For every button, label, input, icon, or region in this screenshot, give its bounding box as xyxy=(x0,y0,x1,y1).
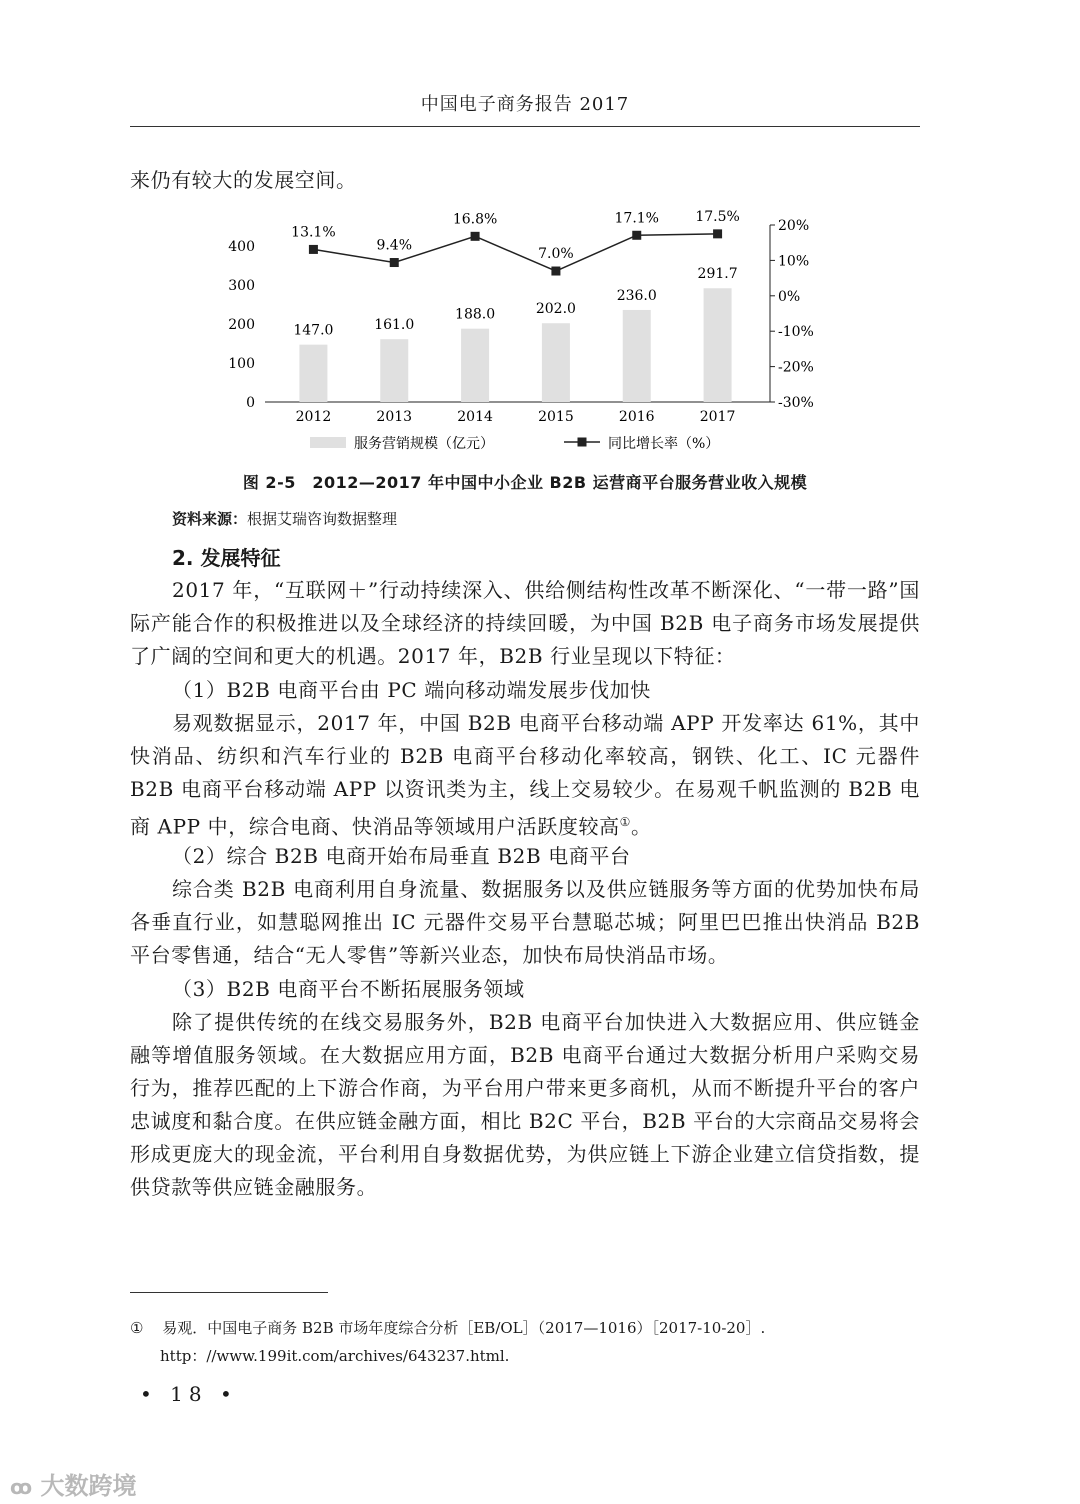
growth-point xyxy=(551,267,560,276)
x-tick-label: 2012 xyxy=(295,409,332,425)
growth-value-label: 9.4% xyxy=(376,237,413,254)
bar xyxy=(704,288,732,402)
growth-value-label: 17.5% xyxy=(695,208,740,225)
bar xyxy=(461,329,489,402)
growth-point xyxy=(632,231,641,240)
footnote-url[interactable]: http：//www.199it.com/archives/643237.html. xyxy=(160,1347,510,1365)
left-tick-label: 400 xyxy=(228,239,255,255)
growth-value-label: 7.0% xyxy=(538,246,574,263)
page-number: • 18 • xyxy=(140,1382,238,1406)
footnote-marker: ① xyxy=(130,1319,144,1337)
legend-bar-swatch xyxy=(310,437,346,448)
left-tick-label: 200 xyxy=(228,317,255,333)
growth-line xyxy=(313,234,717,271)
bar xyxy=(380,339,408,402)
right-tick-label: 10% xyxy=(778,253,810,270)
footnote xyxy=(130,1314,920,1342)
subheading-3: （3）B2B 电商平台不断拓展服务领域 xyxy=(172,977,525,1001)
left-tick-label: 100 xyxy=(228,356,255,372)
legend-line-marker xyxy=(578,438,587,447)
bar xyxy=(299,345,327,402)
figure-caption: 图 2-5 2012—2017 年中国中小企业 B2B 运营商平台服务营业收入规模 xyxy=(242,473,808,492)
x-tick-label: 2016 xyxy=(618,409,655,425)
bar-value-label: 291.7 xyxy=(697,266,738,283)
x-tick-label: 2013 xyxy=(376,409,413,425)
x-tick-label: 2015 xyxy=(538,409,574,425)
paragraph-vertical: 综合类 B2B 电商利用自身流量、数据服务以及供应链服务等方面的优势加快布局各垂直行业，如慧聪网推出 IC 元器件交易平台慧聪芯城；阿里巴巴推出快消品 B2B 平台零售通，结合“无人零售”等新兴业态，加快布局快消品市场。 xyxy=(130,877,920,967)
right-tick-label: 0% xyxy=(778,288,801,305)
watermark-logo-icon: ꝏ xyxy=(10,1475,33,1499)
left-tick-label: 0 xyxy=(246,395,255,411)
bar-value-label: 161.0 xyxy=(374,317,415,334)
revenue-chart xyxy=(200,205,850,460)
intro-line: 来仍有较大的发展空间。 xyxy=(130,168,357,192)
bar-value-label: 236.0 xyxy=(616,287,657,304)
watermark xyxy=(10,1466,136,1501)
bar-value-label: 188.0 xyxy=(455,306,496,323)
paragraph-mobile xyxy=(130,707,920,844)
paragraph-mobile-end: 。 xyxy=(631,814,652,839)
right-tick-label: 20% xyxy=(778,218,810,234)
right-tick-label: -10% xyxy=(778,324,814,341)
footnote-divider xyxy=(130,1292,328,1293)
footnote-ref[interactable]: ① xyxy=(619,815,632,829)
subheading-1: （1）B2B 电商平台由 PC 端向移动端发展步伐加快 xyxy=(172,678,651,702)
paragraph-intro: 2017 年，“互联网＋”行动持续深入、供给侧结构性改革不断深化、“一带一路”国际产能合作的积极推进以及全球经济的持续回暖，为中国 B2B 电子商务市场发展提供了广阔的空间和更大的机遇。2017 年，B2B 行业呈现以下特征： xyxy=(130,578,920,668)
growth-point xyxy=(390,258,399,267)
bar xyxy=(623,310,651,402)
left-tick-label: 300 xyxy=(228,278,255,294)
x-tick-label: 2017 xyxy=(699,409,736,425)
growth-point xyxy=(713,229,722,238)
footnote-line-1: 易观．中国电子商务 B2B 市场年度综合分析［EB/OL］（2017—1016）［2017-10-20］. xyxy=(162,1319,766,1337)
bar xyxy=(542,323,570,402)
growth-value-label: 16.8% xyxy=(452,211,498,228)
paragraph-mobile-text: 易观数据显示，2017 年，中国 B2B 电商平台移动端 APP 开发率达 61%，其中快消品、纺织和汽车行业的 B2B 电商平台移动化率较高，钢铁、化工、IC 元器件 B2B 电商平台移动端 APP 以资讯类为主，线上交易较少。在易观千帆监测的 B2B 电商 APP 中，综合电商、快消品等领域用户活跃度较高 xyxy=(130,711,920,839)
source-label: 资料来源： xyxy=(172,510,248,528)
watermark-text: 大数跨境 xyxy=(40,1472,137,1500)
bar-value-label: 202.0 xyxy=(535,301,576,318)
right-tick-label: -20% xyxy=(778,359,814,376)
page-header: 中国电子商务报告 2017 xyxy=(130,92,920,127)
legend-bar-label: 服务营销规模（亿元） xyxy=(354,436,494,452)
paragraph-services: 除了提供传统的在线交易服务外，B2B 电商平台加快进入大数据应用、供应链金融等增值服务领域。在大数据应用方面，B2B 电商平台通过大数据分析用户采购交易行为，推荐匹配的上下游合作商，为平台用户带来更多商机，从而不断提升平台的客户忠诚度和黏合度。在供应链金融方面，相比 B2C 平台，B2B 平台的大宗商品交易将会形成更庞大的现金流，平台利用自身数据优势，为供应链上下游企业建立信贷指数，提供贷款等供应链金融服务。 xyxy=(130,1010,920,1199)
growth-value-label: 13.1% xyxy=(291,224,336,241)
section-title: 2. 发展特征 xyxy=(172,546,281,570)
bar-value-label: 147.0 xyxy=(293,322,334,339)
growth-value-label: 17.1% xyxy=(614,210,659,227)
figure-source xyxy=(172,508,397,529)
right-tick-label: -30% xyxy=(778,395,814,411)
subheading-2: （2）综合 B2B 电商开始布局垂直 B2B 电商平台 xyxy=(172,844,631,868)
growth-point xyxy=(471,232,480,241)
legend-line-label: 同比增长率（%） xyxy=(608,436,720,452)
source-text: 根据艾瑞咨询数据整理 xyxy=(247,510,398,528)
x-tick-label: 2014 xyxy=(457,409,493,425)
growth-point xyxy=(309,245,318,254)
